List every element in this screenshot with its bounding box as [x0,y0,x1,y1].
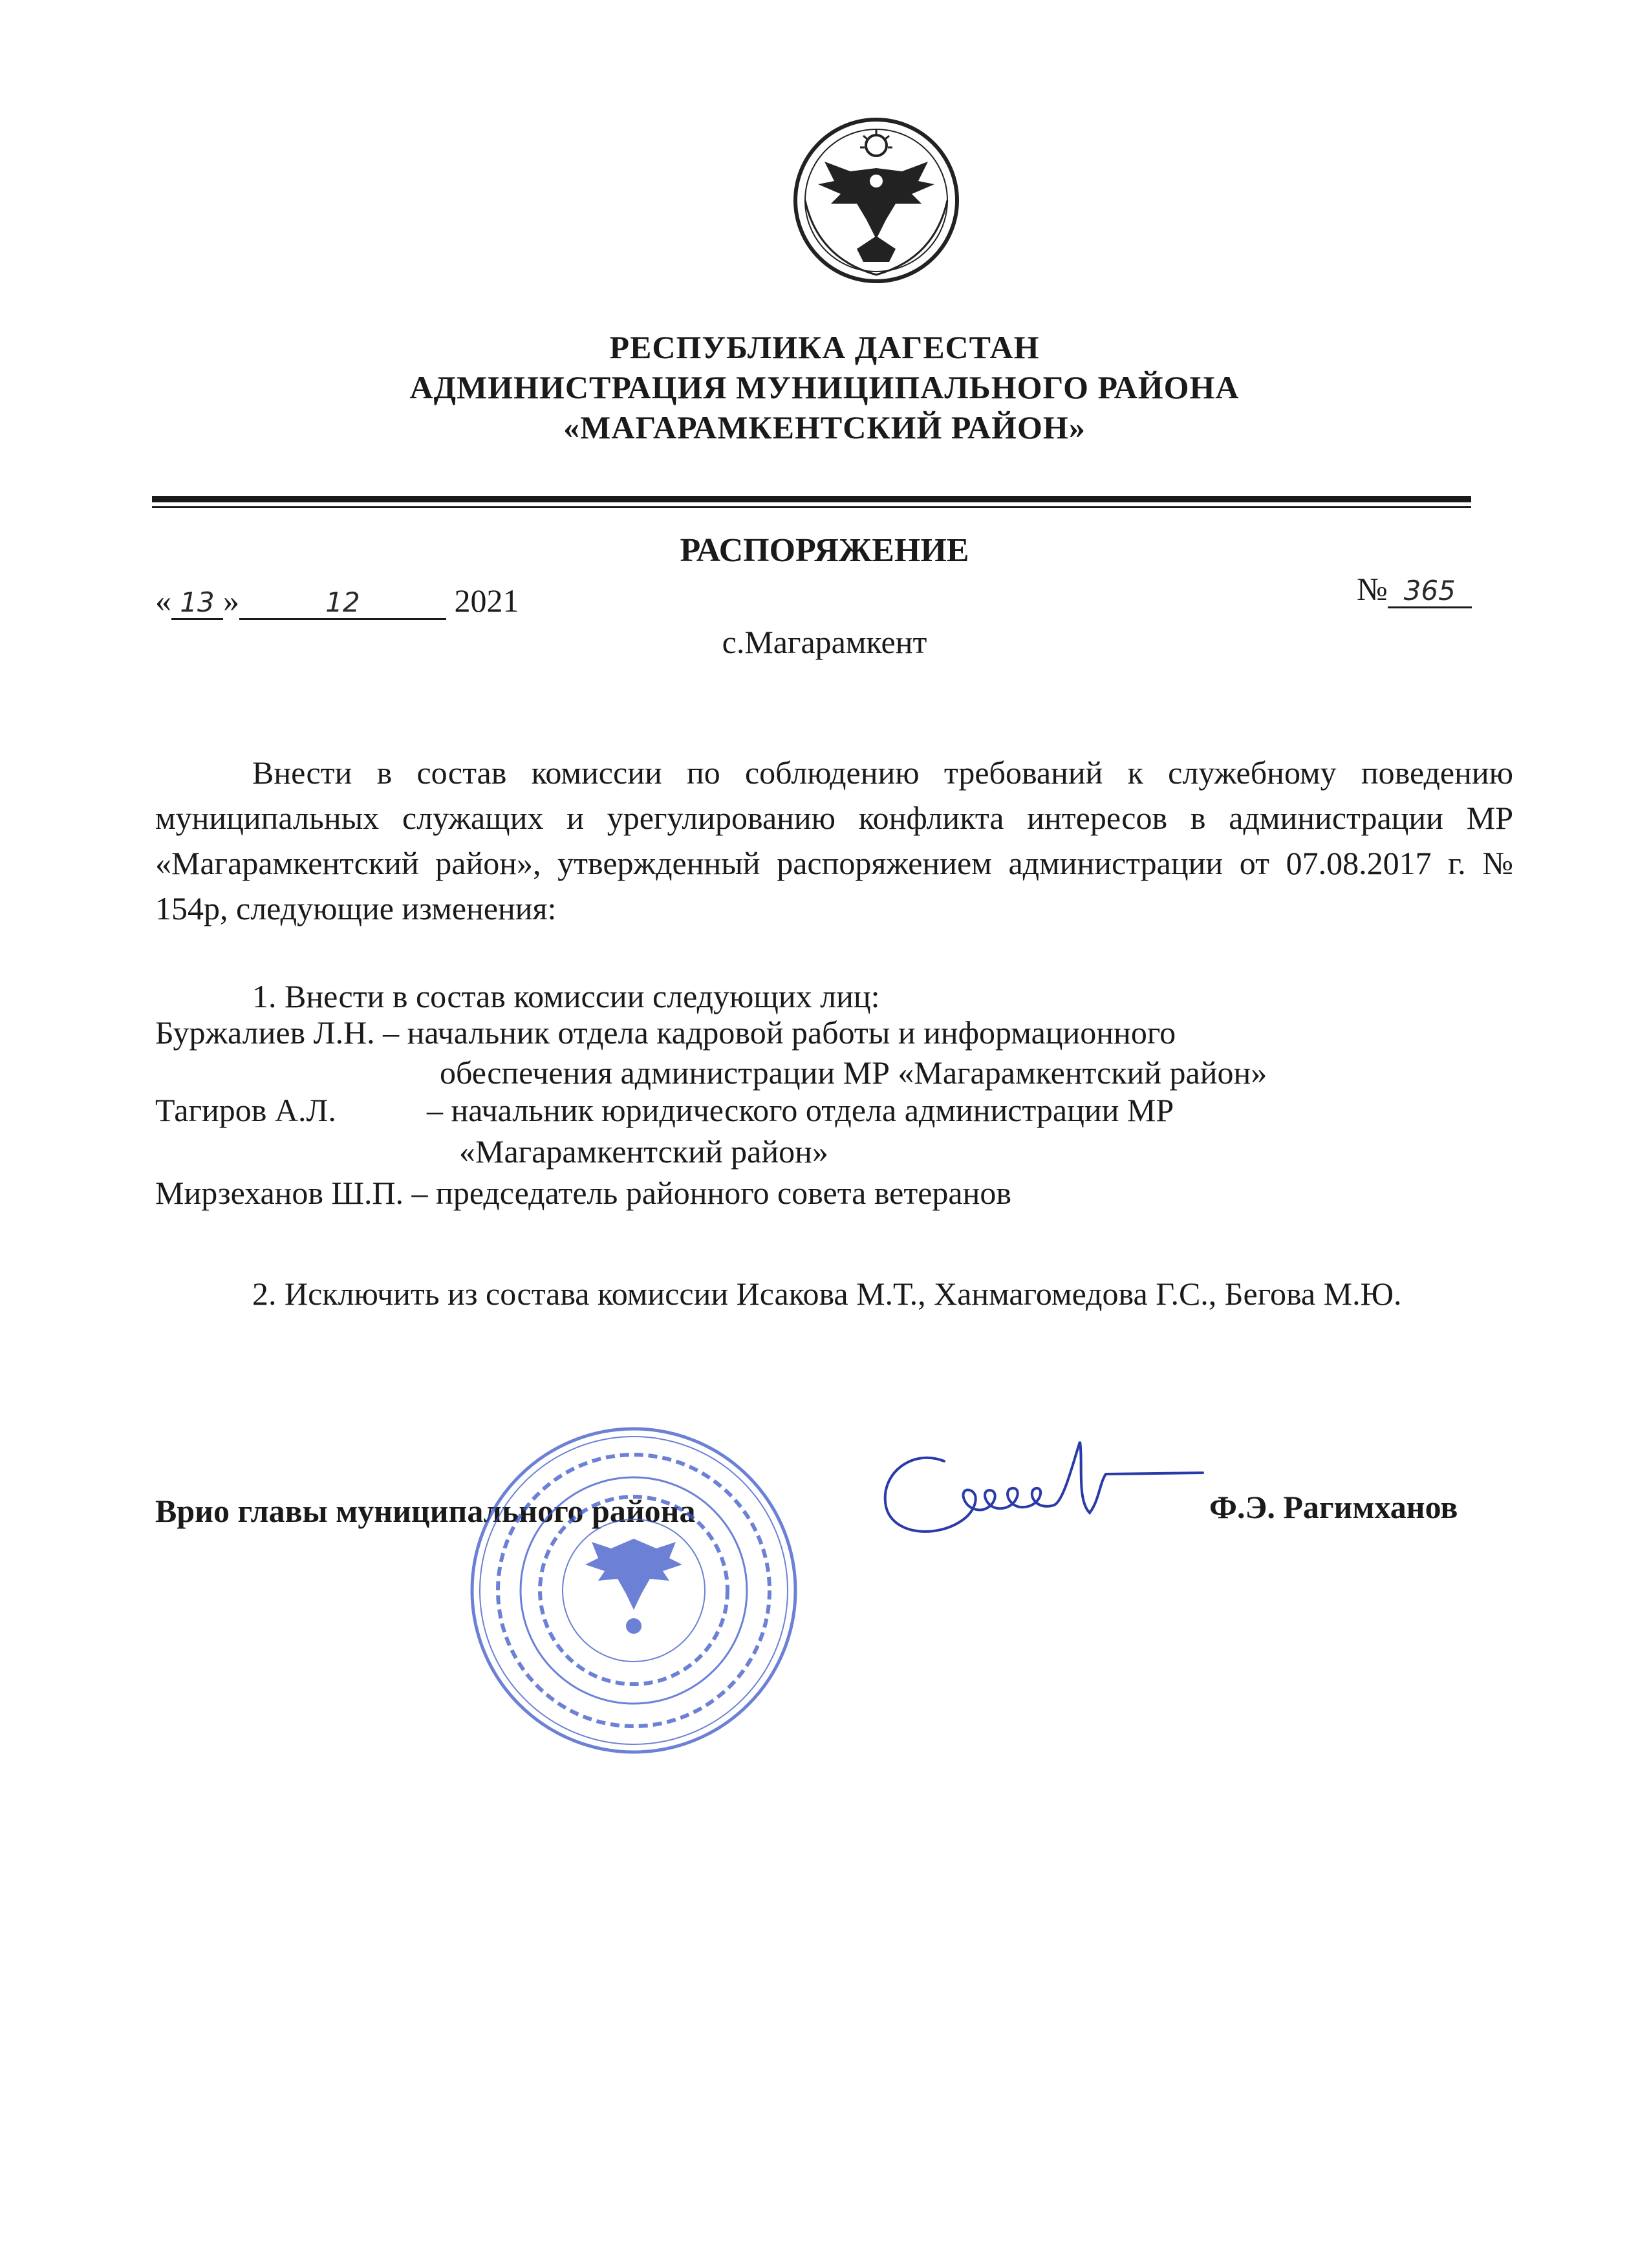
signatory-title: Врио главы муниципального района [155,1493,696,1529]
header-district: «МАГАРАМКЕНТСКИЙ РАЙОН» [563,409,1086,445]
item-1-title: 1. Внести в состав комиссии следующих лиц: [252,978,880,1014]
date-quote-open: « [155,583,171,619]
member-2-role: – начальник юридического отдела администрации МР [427,1092,1174,1128]
date-quote-close: » [223,583,239,619]
document-type: РАСПОРЯЖЕНИЕ [680,532,969,569]
header-divider-thin [152,506,1471,508]
intro-paragraph: Внести в состав комиссии по соблюдению требований к служебному поведению муниципальных служащих и урегулированию конфликта интересов в администрации МР «Магарамкентский район», утвержденный распоряжением администрации от 07.08.2017 г. № 154р, следующие изменения: [155,754,1513,926]
date-month: 12 [239,586,446,620]
number-label: № [1357,571,1388,607]
date-day: 13 [171,586,223,620]
date-year: 2021 [454,583,519,619]
member-1: Буржалиев Л.Н. – начальник отдела кадровой работы и информационного [155,1014,1176,1051]
official-seal-stamp [453,1409,815,1771]
member-1-continuation: обеспечения администрации МР «Магарамкентский район» [440,1054,1267,1091]
header-administration: АДМИНИСТРАЦИЯ МУНИЦИПАЛЬНОГО РАЙОНА [409,369,1240,405]
member-3: Мирзеханов Ш.П. – председатель районного совета ветеранов [155,1175,1011,1211]
document-date [155,582,519,620]
handwritten-signature [867,1422,1216,1552]
member-2-continuation: «Магарамкентский район» [459,1133,828,1170]
document-place: с.Магарамкент [722,624,927,660]
document-number [1357,570,1472,608]
header-divider-thick [152,496,1471,502]
member-2-name: Тагиров А.Л. [155,1092,336,1128]
signatory-name: Ф.Э. Рагимханов [1209,1489,1458,1525]
header-republic: РЕСПУБЛИКА ДАГЕСТАН [609,329,1040,365]
item-2: 2. Исключить из состава комиссии Исакова М.Т., Ханмагомедова Г.С., Бегова М.Ю. [252,1276,1402,1312]
coat-of-arms-icon [779,110,973,304]
number-value: 365 [1388,575,1472,608]
